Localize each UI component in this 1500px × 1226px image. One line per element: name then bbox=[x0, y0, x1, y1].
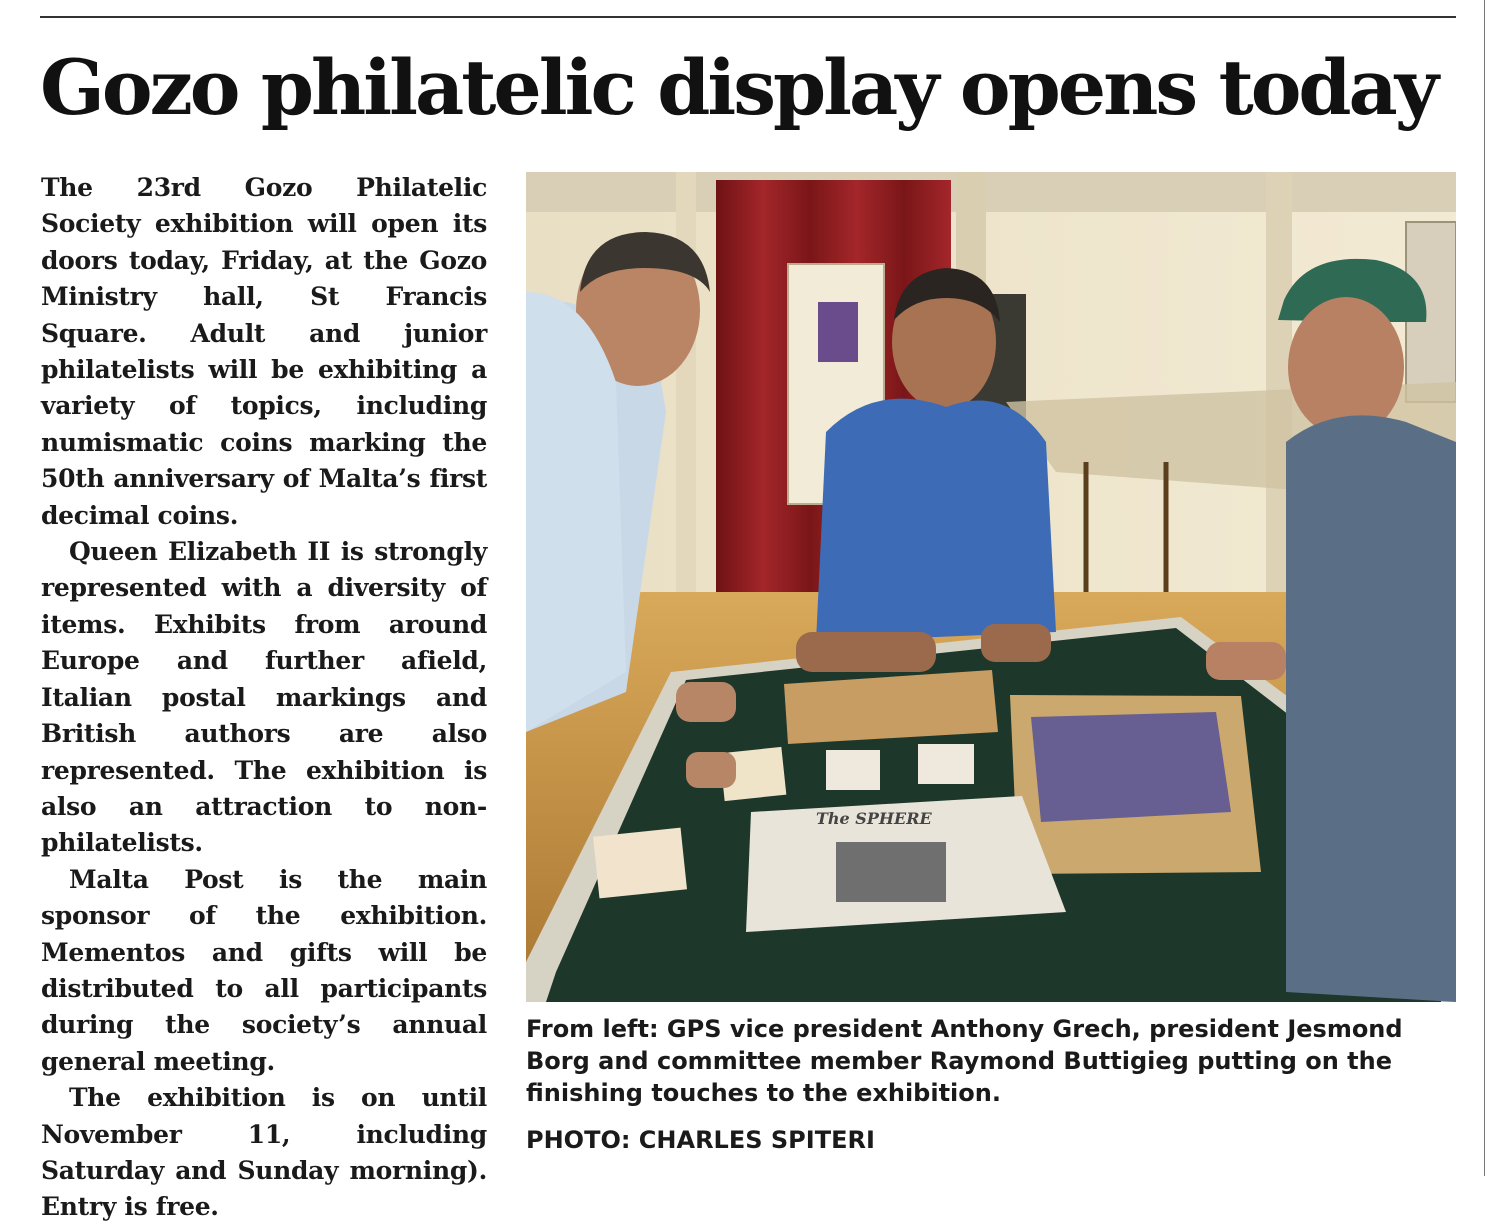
column-rule bbox=[1484, 0, 1485, 1176]
paragraph-1: The 23rd Gozo Philatelic Society exhibition will open its doors today, Friday, at the Gozo Ministry hall, St Francis Square. Adult and junior philatelists will be exhibiting a variety of topics, including numismatic coins marking the 50th anniversary of Malta’s first decimal coins. bbox=[41, 173, 487, 530]
photo-credit: PHOTO: CHARLES SPITERI bbox=[526, 1126, 875, 1154]
photo-caption: From left: GPS vice president Anthony Grech, president Jesmond Borg and committee member Raymond Buttigieg putting on the finishing touches to the exhibition. bbox=[526, 1015, 1403, 1107]
article-body bbox=[41, 170, 487, 1226]
newspaper-masthead: The SPHERE bbox=[816, 809, 932, 828]
headline: Gozo philatelic display opens today bbox=[40, 43, 1436, 132]
paragraph-4: The exhibition is on until November 11, including Saturday and Sunday morning). Entry is free. bbox=[41, 1083, 487, 1222]
news-photo bbox=[526, 172, 1456, 1002]
top-rule bbox=[40, 16, 1456, 18]
paragraph-3: Malta Post is the main sponsor of the exhibition. Mementos and gifts will be distributed to all participants during the society’s annual general meeting. bbox=[41, 864, 487, 1076]
paragraph-2: Queen Elizabeth II is strongly represented with a diversity of items. Exhibits from around Europe and further afield, Italian postal markings and British authors are also represented. The exhibition is also an attraction to non-philatelists. bbox=[41, 537, 487, 858]
